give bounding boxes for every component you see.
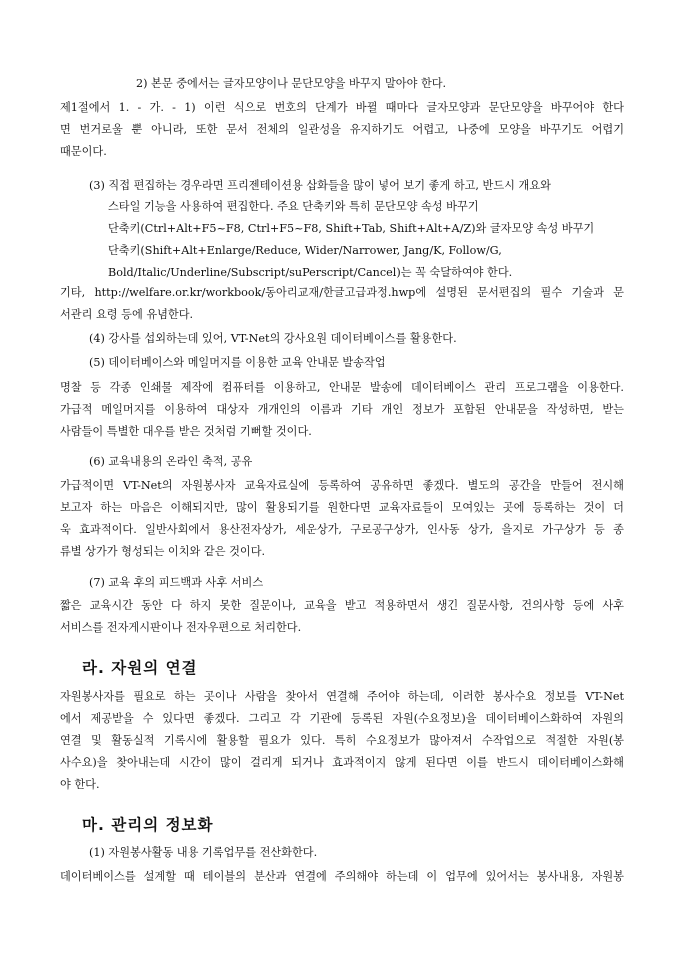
paragraph-line: 류별 상가가 형성되는 이치와 같은 것이다. bbox=[60, 545, 266, 558]
paragraph-line: 명찰 등 각종 인쇄물 제작에 컴퓨터를 이용하고, 안내문 발송에 데이터베이스 관리 프로그램을 이용한다. bbox=[60, 381, 624, 394]
paragraph-line: 데이터베이스를 설계할 때 테이블의 분산과 연결에 주의해야 하는데 이 업무에 있어서는 봉사내용, 자원봉 bbox=[60, 870, 624, 883]
paragraph-line: 기타, http://welfare.or.kr/workbook/동아리교재/한글고급과정.hwp에 설명된 문서편집의 필수 기술과 문 bbox=[60, 286, 624, 299]
section-heading-ra: 라. 자원의 연결 bbox=[82, 659, 198, 677]
paragraph-line: 제1절에서 1. - 가. - 1) 이런 식으로 번호의 단계가 바뀔 때마다 글자모양과 문단모양을 바꾸어야 한다 bbox=[60, 101, 624, 114]
list-item-6: (6) 교육내용의 온라인 축적, 공유 bbox=[89, 455, 253, 468]
list-item-line: 스타일 기능을 사용하여 편집한다. 주요 단축키와 특히 문단모양 속성 바꾸기 bbox=[108, 200, 479, 213]
paragraph-line: 에서 제공받을 수 있다면 좋겠다. 그리고 각 기관에 등록된 자원(수요정보)을 데이터베이스화하여 자원의 bbox=[60, 712, 624, 725]
paragraph-line: 때문이다. bbox=[60, 145, 107, 158]
paragraph-line: 짧은 교육시간 동안 다 하지 못한 질문이나, 교육을 받고 적용하면서 생긴 질문사항, 건의사항 등에 사후 bbox=[60, 599, 624, 612]
paragraph-line: 면 번거로울 뿐 아니라, 또한 문서 전체의 일관성을 유지하기도 어렵고, 나중에 모양을 바꾸기도 어렵기 bbox=[60, 123, 624, 136]
list-item-7: (7) 교육 후의 피드백과 사후 서비스 bbox=[89, 576, 264, 589]
paragraph-line: 자원봉사자를 필요로 하는 곳이나 사람을 찾아서 연결해 주어야 하는데, 이러한 봉사수요 정보를 VT-Net bbox=[60, 690, 624, 703]
list-item-1: (1) 자원봉사활동 내용 기록업무를 전산화한다. bbox=[89, 846, 318, 859]
list-item-line: 단축키(Shift+Alt+Enlarge/Reduce, Wider/Narrower, Jang/K, Follow/G, bbox=[108, 244, 502, 257]
list-item-2: 2) 본문 중에서는 글자모양이나 문단모양을 바꾸지 말아야 한다. bbox=[136, 77, 447, 90]
list-item-3: (3) 직접 편집하는 경우라면 프리젠테이션용 삽화들을 많이 넣어 보기 좋게 하고, 반드시 개요와 bbox=[89, 179, 551, 192]
paragraph-line: 가급적 메일머지를 이용하여 대상자 개개인의 이름과 기타 개인 정보가 포함된 안내문을 작성하면, 받는 bbox=[60, 403, 624, 416]
list-item-4: (4) 강사를 섭외하는데 있어, VT-Net의 강사요원 데이터베이스를 활용한다. bbox=[89, 332, 457, 345]
list-item-line: 단축키(Ctrl+Alt+F5~F8, Ctrl+F5~F8, Shift+Tab, Shift+Alt+A/Z)와 글자모양 속성 바꾸기 bbox=[108, 222, 595, 235]
paragraph-line: 사람들이 특별한 대우를 받은 것처럼 기뻐할 것이다. bbox=[60, 425, 312, 438]
paragraph-line: 가급적이면 VT-Net의 자원봉사자 교육자료실에 등록하여 공유하면 좋겠다. 별도의 공간을 만들어 전시해 bbox=[60, 479, 624, 492]
paragraph-line: 보고자 하는 마음은 이해되지만, 많이 활용되기를 원한다면 교육자료들이 모여있는 곳에 등록하는 것이 더 bbox=[60, 501, 624, 514]
section-heading-ma: 마. 관리의 정보화 bbox=[82, 816, 214, 834]
paragraph-line: 사수요)을 찾아내는데 시간이 많이 걸리게 되거나 효과적이지 않게 된다면 이를 반드시 데이터베이스화해 bbox=[60, 756, 624, 769]
list-item-line: Bold/Italic/Underline/Subscript/suPerscript/Cancel)는 꼭 숙달하여야 한다. bbox=[108, 266, 513, 279]
paragraph-line: 서관리 요령 등에 유념한다. bbox=[60, 308, 194, 321]
paragraph-line: 연결 및 활동실적 기록시에 활용할 필요가 있다. 특히 수요정보가 많아져서 수작업으로 적절한 자원(봉 bbox=[60, 734, 624, 747]
list-item-5: (5) 데이터베이스와 메일머지를 이용한 교육 안내문 발송작업 bbox=[89, 356, 386, 369]
paragraph-line: 서비스를 전자게시판이나 전자우편으로 처리한다. bbox=[60, 621, 302, 634]
paragraph-line: 욱 효과적이다. 일반사회에서 용산전자상가, 세운상가, 구로공구상가, 인사동 상가, 을지로 가구상가 등 종 bbox=[60, 523, 624, 536]
paragraph-line: 야 한다. bbox=[60, 778, 100, 791]
